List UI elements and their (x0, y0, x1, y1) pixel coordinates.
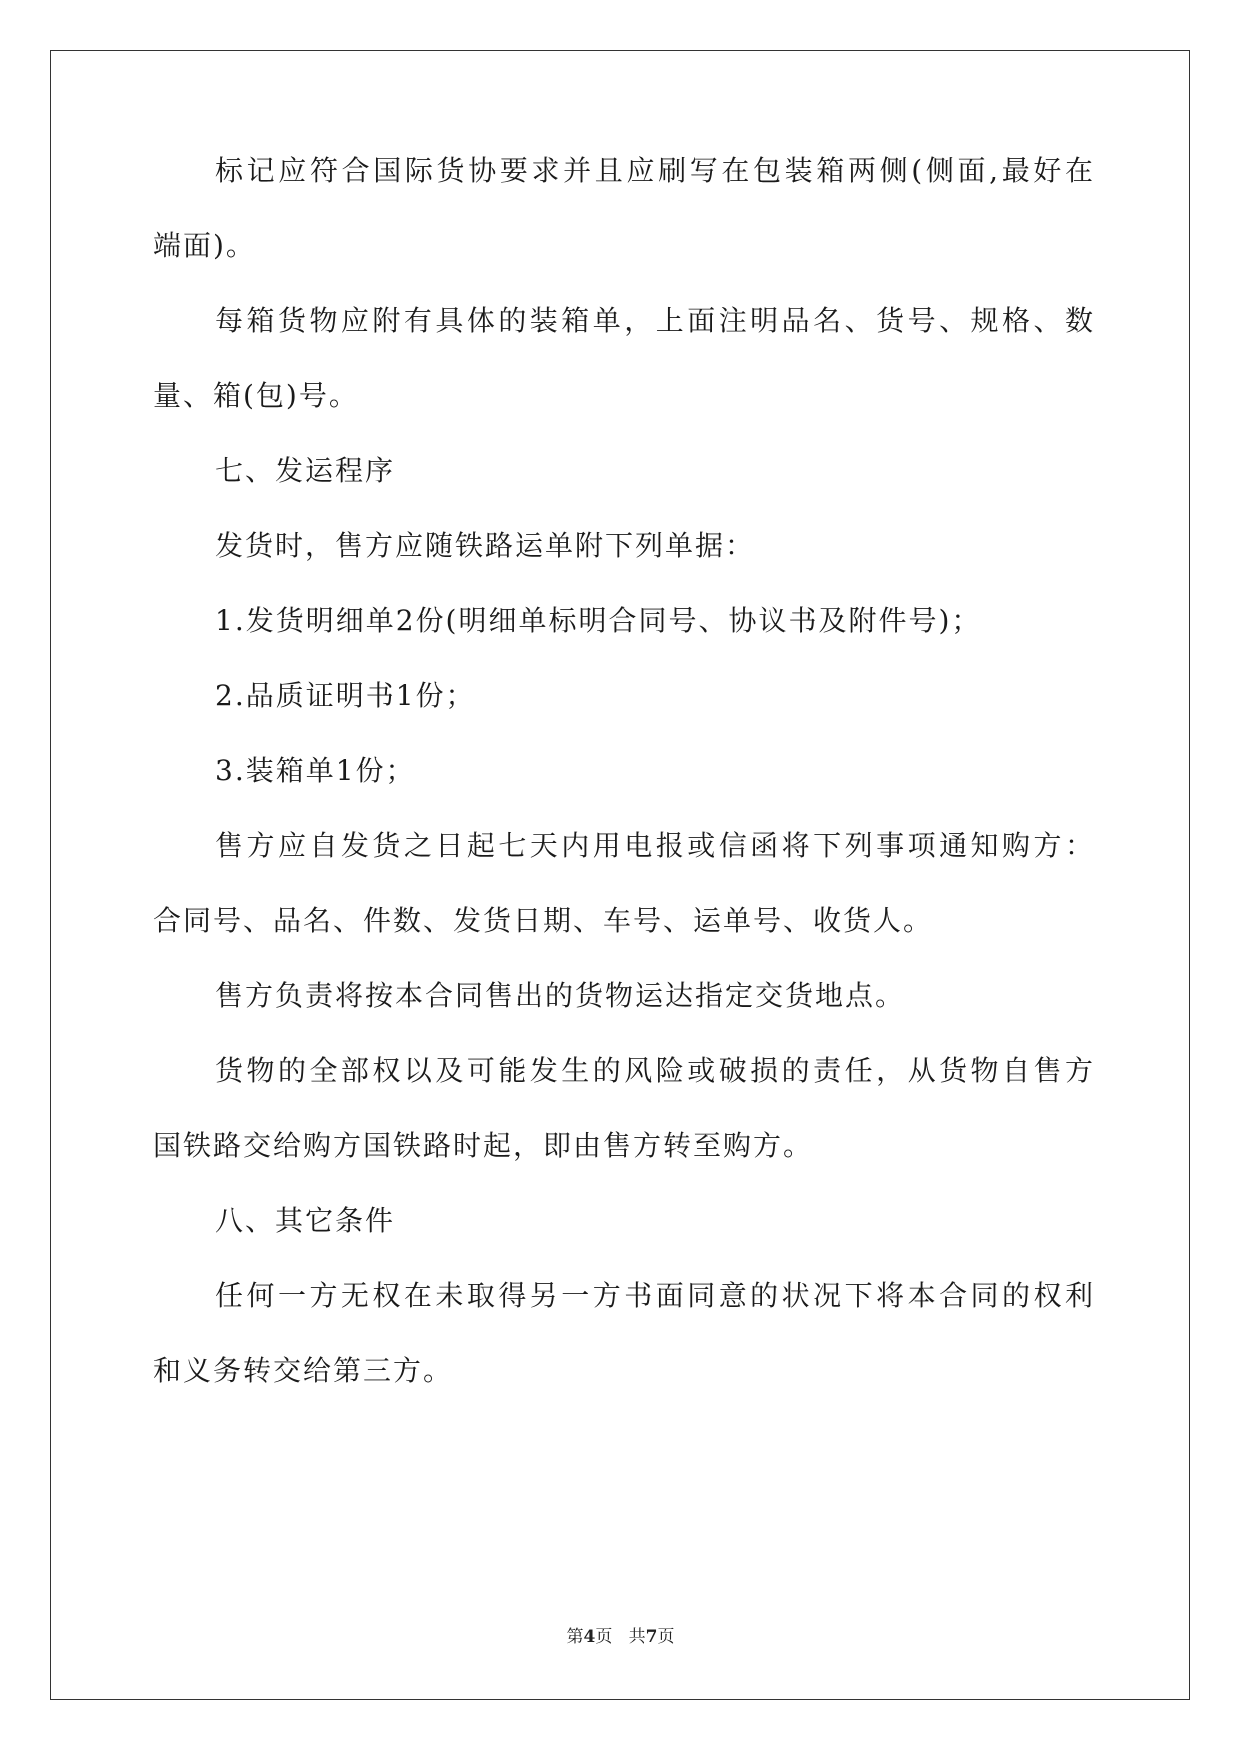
paragraph-4-line-2: 合同号、品名、件数、发货日期、车号、运单号、收货人。 (153, 904, 934, 937)
paragraph-2-line-2: 量、箱(包)号。 (153, 379, 359, 412)
page-border (50, 50, 1190, 1700)
list-item-1: 1.发货明细单2份(明细单标明合同号、协议书及附件号)； (215, 604, 982, 637)
list-item-3: 3.装箱单1份； (215, 754, 416, 787)
footer-total-prefix: 共 (628, 1627, 646, 1647)
paragraph-7-line-2: 和义务转交给第三方。 (153, 1354, 454, 1387)
paragraph-5-line-1: 售方负责将按本合同售出的货物运达指定交货地点。 (215, 979, 906, 1012)
paragraph-3-line-1: 发货时，售方应随铁路运单附下列单据： (215, 529, 756, 562)
footer-total-suffix: 页 (657, 1627, 675, 1647)
page-footer (0, 1627, 1241, 1647)
paragraph-1-line-2: 端面)。 (153, 229, 256, 262)
section-heading-8: 八、其它条件 (215, 1204, 396, 1237)
list-item-2: 2.品质证明书1份； (215, 679, 476, 712)
paragraph-7-line-1: 任何一方无权在未取得另一方书面同意的状况下将本合同的权利 (215, 1279, 1093, 1312)
paragraph-2-line-1: 每箱货物应附有具体的装箱单，上面注明品名、货号、规格、数 (215, 304, 1093, 337)
paragraph-1-line-1: 标记应符合国际货协要求并且应刷写在包装箱两侧(侧面,最好在 (215, 154, 1093, 187)
footer-page-prefix: 第 (566, 1627, 584, 1647)
footer-page-number: 4 (583, 1627, 596, 1647)
footer-total-number: 7 (645, 1627, 658, 1647)
section-heading-7: 七、发运程序 (215, 454, 396, 487)
paragraph-6-line-1: 货物的全部权以及可能发生的风险或破损的责任，从货物自售方 (215, 1054, 1093, 1087)
paragraph-4-line-1: 售方应自发货之日起七天内用电报或信函将下列事项通知购方： (215, 829, 1093, 862)
footer-page-suffix: 页 (595, 1627, 613, 1647)
paragraph-6-line-2: 国铁路交给购方国铁路时起，即由售方转至购方。 (153, 1129, 814, 1162)
